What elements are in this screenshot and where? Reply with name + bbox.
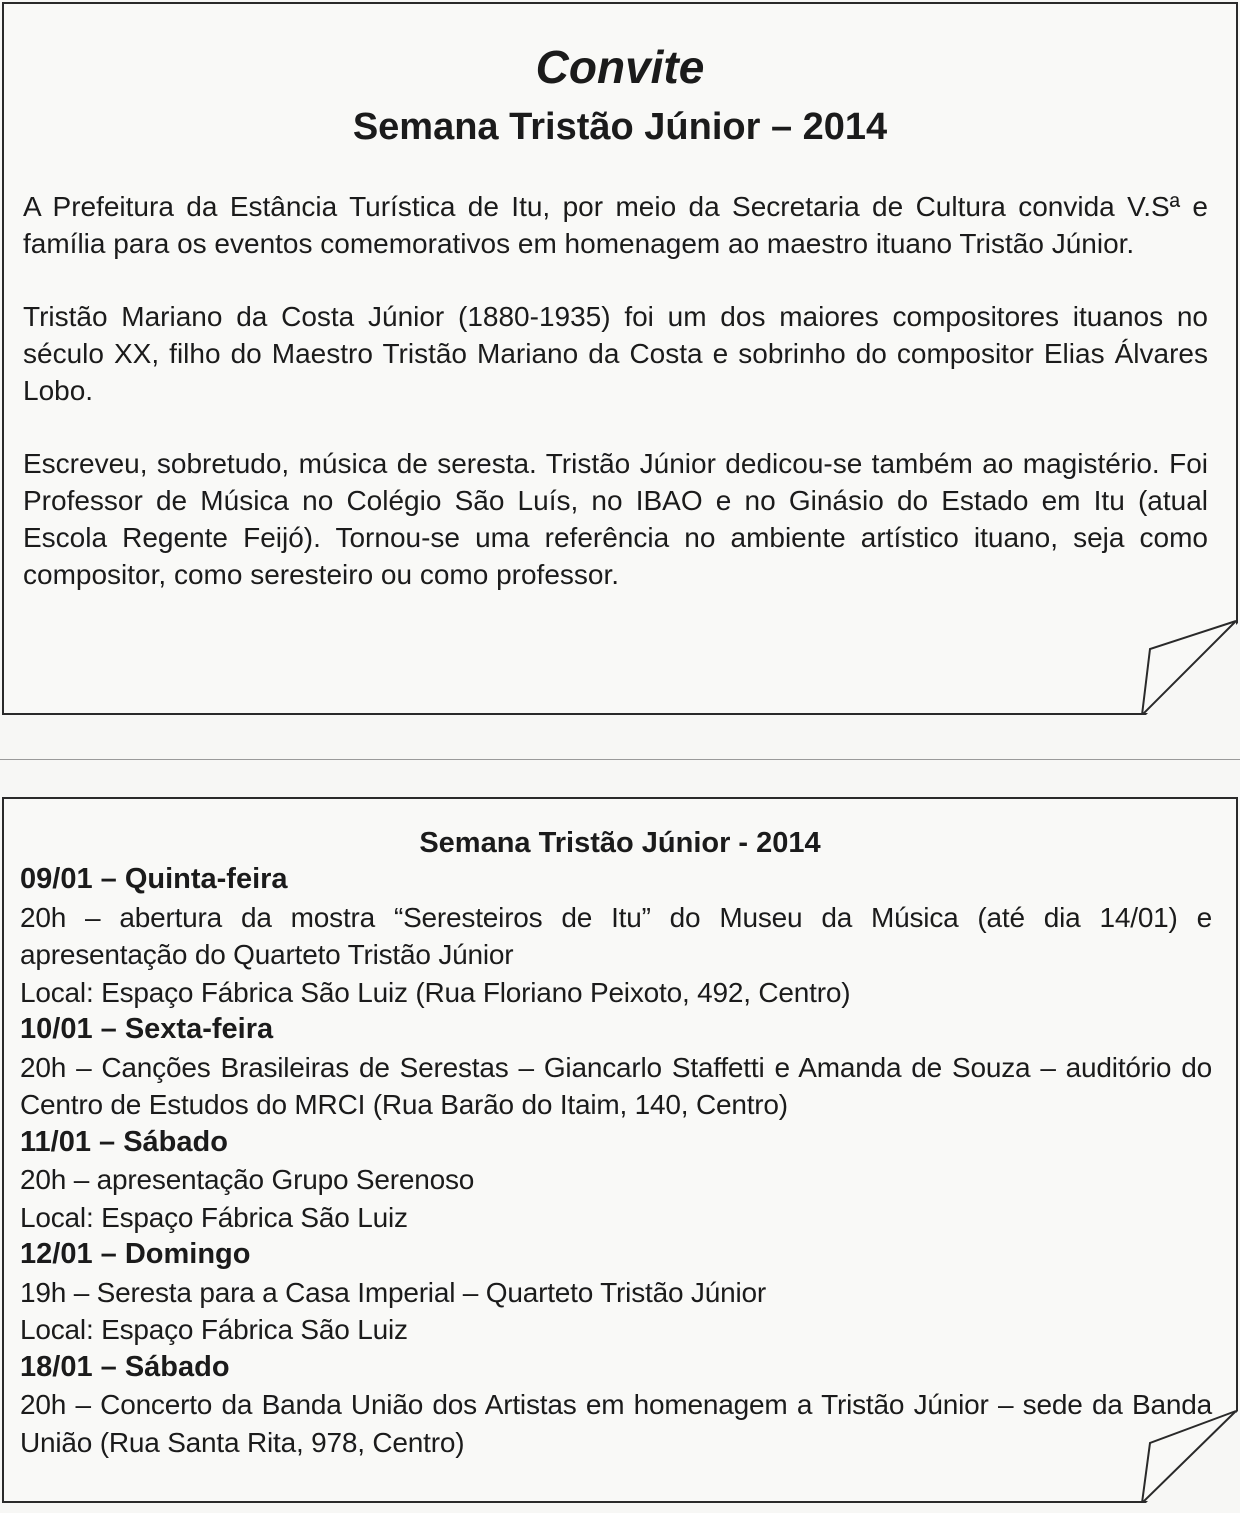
event-location: Local: Espaço Fábrica São Luiz (Rua Floriano Peixoto, 492, Centro) (20, 976, 851, 1008)
event-line: 20h – apresentação Grupo Serenoso (20, 1164, 475, 1195)
cut-line-divider (0, 759, 1240, 760)
day-heading: 11/01 – Sábado (20, 1125, 228, 1158)
schedule-title: Semana Tristão Júnior - 2014 (419, 827, 821, 859)
event-line: 20h – abertura da mostra “Seresteiros de Itu” do Museu da Música (até dia 14/01) e apresentação do Quarteto Tristão Júnior (20, 901, 1212, 970)
event-line: 19h – Seresta para a Casa Imperial – Quarteto Tristão Júnior (20, 1276, 766, 1308)
invitation-paragraph: A Prefeitura da Estância Turística de Itu, por meio da Secretaria de Cultura convida V.Sª e família para os eventos comemorativos em homenagem ao maestro ituano Tristão Júnior. (23, 191, 1208, 259)
day-heading: 18/01 – Sábado (20, 1350, 230, 1383)
invitation-paragraph: Escreveu, sobretudo, música de seresta. Tristão Júnior dedicou-se também ao magistério. Foi Professor de Música no Colégio São Luís, no IBAO e no Ginásio do Estado em Itu (atual Escola Regente Feijó). Tornou-se uma referência no ambiente artístico ituano, seja como compositor, como seresteiro ou como professor. (23, 448, 1208, 590)
invitation-body (23, 188, 1208, 629)
invitation-paragraph: Tristão Mariano da Costa Júnior (1880-1935) foi um dos maiores compositores ituanos no século XX, filho do Maestro Tristão Mariano da Costa e sobrinho do compositor Elias Álvares Lobo. (23, 301, 1208, 406)
day-heading: 12/01 – Domingo (20, 1238, 251, 1270)
day-heading: 09/01 – Quinta-feira (20, 863, 288, 895)
invitation-title: Convite (535, 41, 705, 93)
invitation-subtitle: Semana Tristão Júnior – 2014 (352, 106, 888, 148)
event-location: Local: Espaço Fábrica São Luiz (20, 1201, 408, 1233)
day-heading: 10/01 – Sexta-feira (20, 1013, 274, 1045)
event-location: Local: Espaço Fábrica São Luiz (20, 1314, 408, 1345)
event-line: 20h – Concerto da Banda União dos Artistas em homenagem a Tristão Júnior – sede da Banda União (Rua Santa Rita, 978, Centro) (20, 1389, 1212, 1458)
folded-corner-cutout (1144, 621, 1240, 717)
schedule-list (20, 861, 1212, 1461)
event-line: 20h – Canções Brasileiras de Serestas – Giancarlo Staffetti e Amanda de Souza – auditório do Centro de Estudos do MRCI (Rua Barão do Itaim, 140, Centro) (20, 1051, 1212, 1120)
